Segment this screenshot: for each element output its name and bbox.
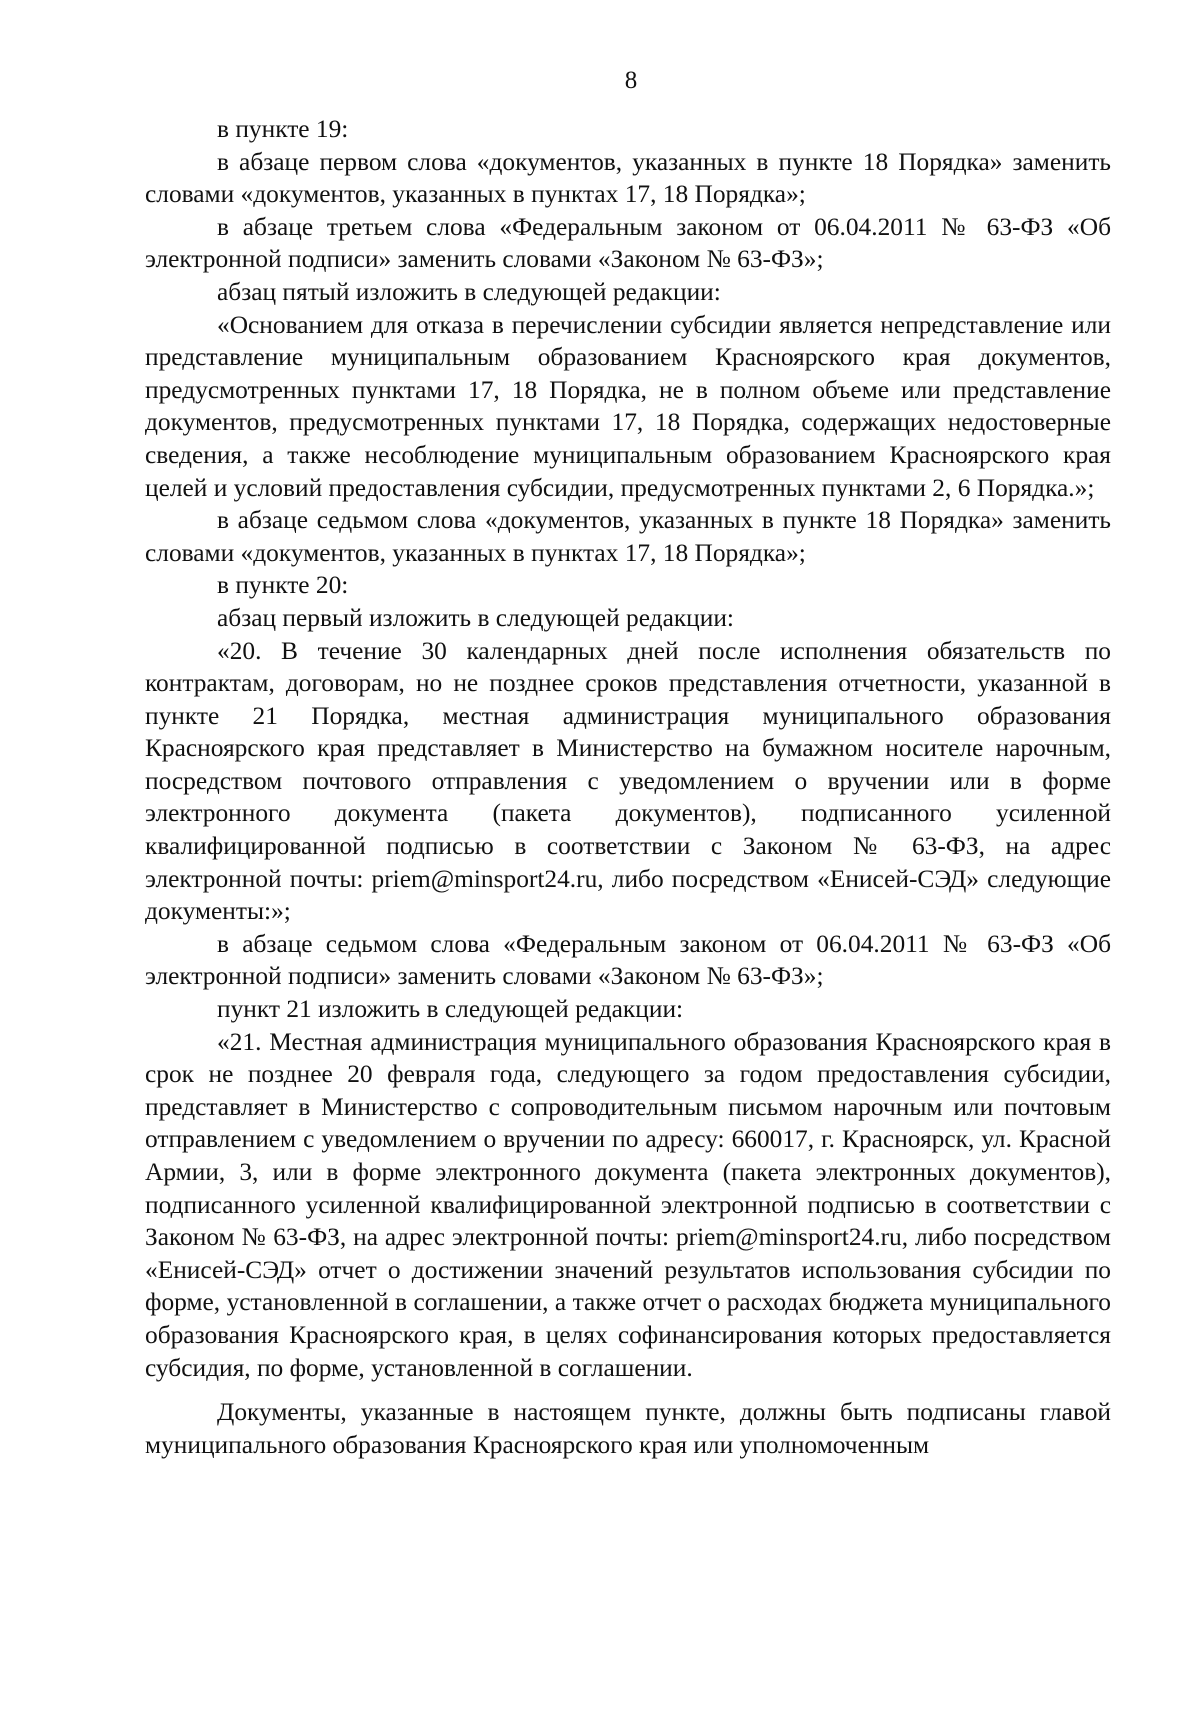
paragraph: абзац пятый изложить в следующей редакции:	[217, 277, 721, 306]
paragraph: в пункте 20:	[217, 571, 349, 600]
paragraph: в абзаце третьем слова «Федеральным законом от 06.04.2011 № 63-ФЗ «Об электронной подписи» заменить словами «Законом № 63-ФЗ»;	[145, 212, 1111, 274]
paragraph: абзац первый изложить в следующей редакции:	[217, 603, 734, 632]
paragraph: в абзаце седьмом слова «документов, указанных в пункте 18 Порядка» заменить словами «документов, указанных в пунктах 17, 18 Порядка»;	[145, 506, 1111, 567]
paragraph: «Основанием для отказа в перечислении субсидии является непредставление или представление муниципальным образованием Красноярского края документов, предусмотренных пунктами 17, 18 Порядка, не в полном объеме или представление документов, предусмотренных пунктами 17, 18 Порядка, содержащих недостоверные сведения, а также несоблюдение муниципальным образованием Красноярского края целей и условий предоставления субсидии, предусмотренных пунктами 2, 6 Порядка.»;	[145, 310, 1111, 502]
page-number: 8	[624, 67, 638, 94]
document-body	[145, 113, 1111, 1461]
paragraph: в пункте 19:	[217, 115, 349, 143]
paragraph: пункт 21 изложить в следующей редакции:	[217, 995, 684, 1024]
paragraph: «21. Местная администрация муниципального образования Красноярского края в срок не позднее 20 февраля года, следующего за годом предоставления субсидии, представляет в Министерство с сопроводительным письмом нарочным или почтовым отправлением с уведомлением о вручении по адресу: 660017, г. Красноярск, ул. Красной Армии, 3, или в форме электронного документа (пакета электронных документов), подписанного усиленной квалифицированной электронной подписью в соответствии с Законом № 63-ФЗ, на адрес электронной почты: priem@minsport24.ru, либо посредством «Енисей-СЭД» отчет о достижении значений результатов использования субсидии по форме, установленной в соглашении, а также отчет о расходах бюджета муниципального образования Красноярского края, в целях софинансирования которых предоставляется субсидия, по форме, установленной в соглашении.	[145, 1027, 1111, 1382]
paragraph: «20. В течение 30 календарных дней после исполнения обязательств по контрактам, договорам, но не позднее сроков представления отчетности, указанной в пункте 21 Порядка, местная администрация муниципального образования Красноярского края представляет в Министерство на бумажном носителе нарочным, посредством почтового отправления с уведомлением о вручении или в форме электронного документа (пакета документов), подписанного усиленной квалифицированной подписью в соответствии с Законом № 63-ФЗ, на адрес электронной почты: priem@minsport24.ru, либо посредством «Енисей-СЭД» следующие документы:»;	[145, 636, 1111, 926]
paragraph: в абзаце первом слова «документов, указанных в пункте 18 Порядка» заменить словами «документов, указанных в пунктах 17, 18 Порядка»;	[145, 147, 1111, 209]
paragraph: в абзаце седьмом слова «Федеральным законом от 06.04.2011 № 63-ФЗ «Об электронной подписи» заменить словами «Законом № 63-ФЗ»;	[145, 929, 1111, 991]
paragraph: Документы, указанные в настоящем пункте, должны быть подписаны главой муниципального образования Красноярского края или уполномоченным	[145, 1398, 1111, 1459]
